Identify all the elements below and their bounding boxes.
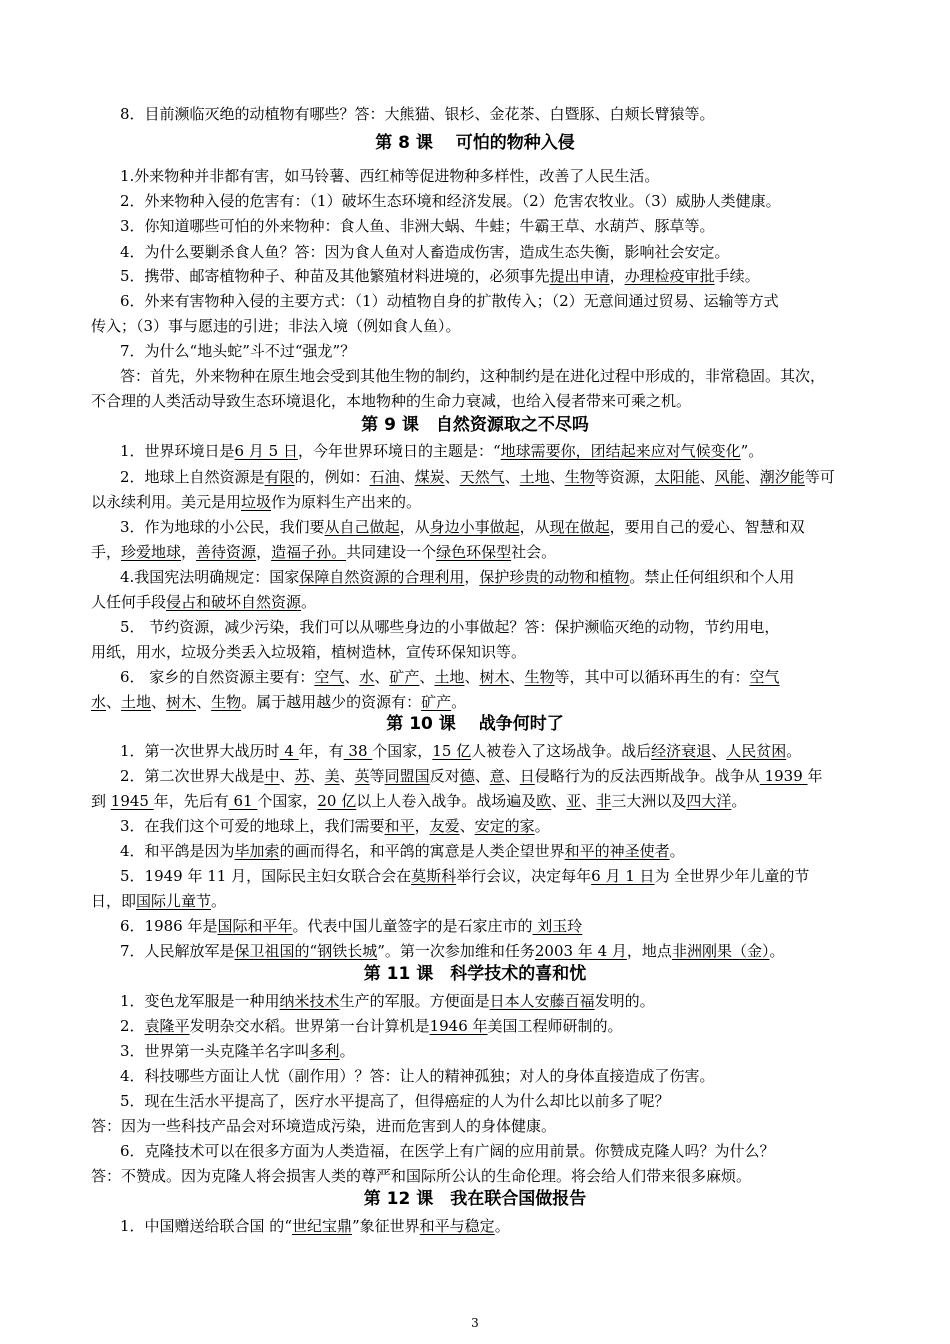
text-segment: ”象征世界 xyxy=(352,1217,420,1235)
text-segment: ”。 xyxy=(740,442,764,460)
text-segment: 1．中国赠送给联合国 的“ xyxy=(120,1217,292,1235)
text-segment: 1．第一次世界大战历时 xyxy=(120,742,280,760)
underlined-answer: 现在做起 xyxy=(549,518,610,536)
underlined-answer: 15 亿 xyxy=(432,742,472,760)
text-segment: 3．作为地球的小公民，我们要 xyxy=(120,518,325,536)
underlined-answer: 潮汐能 xyxy=(759,468,805,486)
text-segment: 的画而得名，和平鸽的寓意是人类企望世界 xyxy=(279,842,565,860)
text-segment: 5．现在生活水平提高了，医疗水平提高了，但得癌症的人为什么却比以前多了呢？ xyxy=(120,1092,670,1110)
text-segment: 作为原料生产出来的。 xyxy=(271,493,422,511)
underlined-answer: 6 月 5 日 xyxy=(234,442,298,460)
underlined-answer: 1946 年 xyxy=(429,1017,488,1035)
underlined-answer: 亚 xyxy=(566,792,582,810)
text-segment: 三大洲以及 xyxy=(611,792,687,810)
text-line xyxy=(120,441,763,461)
text-segment: 手， xyxy=(91,543,122,561)
text-segment: 个国家， xyxy=(372,742,433,760)
text-segment: 、 xyxy=(504,468,520,486)
text-line xyxy=(120,941,784,961)
text-segment: 到 xyxy=(91,792,111,810)
text-segment: 、 xyxy=(344,668,360,686)
underlined-answer: 提出申请 xyxy=(549,267,610,285)
underlined-answer: 38 xyxy=(343,742,373,760)
text-line xyxy=(120,667,780,687)
underlined-answer: 风能 xyxy=(714,468,745,486)
text-segment: 的，例如： xyxy=(294,468,370,486)
text-segment: 以永续利用。美元是用 xyxy=(91,493,242,511)
text-segment: 共同建设一个 xyxy=(346,543,437,561)
text-segment: 4．科技哪些方面让人忧（副作用）？答：让人的精神孤独；对人的身体直接造成了伤害。 xyxy=(120,1067,715,1085)
text-segment: 以上人卷入战争。战场遍及 xyxy=(356,792,537,810)
text-segment: 年，有 xyxy=(298,742,344,760)
underlined-answer: 树木 xyxy=(479,668,510,686)
underlined-answer: 6 月 1 日 xyxy=(591,867,655,885)
text-segment: 4.我国宪法明确规定：国家 xyxy=(120,568,300,586)
text-segment: ，今年世界环境日的主题是：“ xyxy=(297,442,501,460)
text-segment: 2．外来物种入侵的危害有：（1）破坏生态环境和经济发展。（2）危害农牧业。（3）威胁人类健康。 xyxy=(120,192,781,210)
underlined-answer: 办理检疫审批 xyxy=(624,267,715,285)
underlined-answer: 美 xyxy=(324,767,340,785)
text-segment: 、 xyxy=(419,668,435,686)
text-segment: 、 xyxy=(551,792,567,810)
text-segment: 等，其中可以循环再生的有： xyxy=(554,668,750,686)
text-segment: 、 xyxy=(339,767,355,785)
text-segment: 1．世界环境日是 xyxy=(120,442,235,460)
text-segment: 、 xyxy=(309,767,325,785)
text-segment: 为 全世界少年儿童的节 xyxy=(654,867,810,885)
lesson-9-heading: 第 9 课 自然资源取之不尽吗 xyxy=(361,415,589,435)
underlined-answer: 袁隆平 xyxy=(144,1017,190,1035)
underlined-answer: 太阳能 xyxy=(654,468,700,486)
text-segment: 日，即 xyxy=(91,892,137,910)
underlined-answer: 纳米技术 xyxy=(279,992,340,1010)
text-line xyxy=(91,1116,556,1136)
underlined-answer: 善待资源 xyxy=(196,543,257,561)
underlined-answer: 土地 xyxy=(121,693,152,711)
text-segment: 反对 xyxy=(429,767,460,785)
text-segment: 、 xyxy=(549,468,565,486)
underlined-answer: 1939 xyxy=(759,767,808,785)
text-segment: ，地点 xyxy=(626,942,672,960)
text-segment: 1．变色龙军服是一种用 xyxy=(120,992,280,1010)
text-line xyxy=(91,891,226,911)
underlined-answer: 人民贫困 xyxy=(726,742,787,760)
text-segment: 等资源， xyxy=(594,468,655,486)
text-line xyxy=(120,266,760,286)
text-segment: 、 xyxy=(581,792,597,810)
text-segment: ， xyxy=(464,568,480,586)
text-segment: ， xyxy=(256,543,272,561)
text-line xyxy=(120,991,655,1011)
text-line xyxy=(120,741,801,761)
underlined-answer: 安定的家 xyxy=(474,817,535,835)
underlined-answer: 生物 xyxy=(524,668,555,686)
text-segment: 3．在我们这个可爱的地球上，我们需要 xyxy=(120,817,385,835)
text-segment: 6．外来有害物种入侵的主要方式：（1）动植物自身的扩散传入；（2）无意间通过贸易、运输等方式 xyxy=(120,292,779,310)
text-line xyxy=(120,1091,670,1111)
text-segment: 、 xyxy=(711,742,727,760)
underlined-answer: 1945 xyxy=(110,792,154,810)
text-line xyxy=(120,841,685,861)
text-line xyxy=(120,1041,355,1061)
text-segment: 发明杂交水稻。世界第一台计算机是 xyxy=(189,1017,430,1035)
underlined-answer: 空气 xyxy=(314,668,345,686)
underlined-answer: 世纪宝鼎 xyxy=(291,1217,352,1235)
lesson-10-heading: 第 10 课 战争何时了 xyxy=(386,714,564,734)
underlined-answer: 石油 xyxy=(369,468,400,486)
text-segment: 。禁止任何组织和个人用 xyxy=(629,568,795,586)
underlined-answer: 和平与稳定 xyxy=(419,1217,495,1235)
text-segment: 7．为什么“地头蛇”斗不过“强龙”？ xyxy=(120,342,356,360)
underlined-answer: 友爱 xyxy=(429,817,460,835)
text-segment: 8．目前濒临灭绝的动植物有哪些？答：大熊猫、银杉、金花茶、白暨豚、白颊长臂猿等。 xyxy=(120,105,715,123)
underlined-answer: 德 xyxy=(459,767,475,785)
text-segment: 。 xyxy=(786,742,802,760)
underlined-answer: 矿产 xyxy=(389,668,420,686)
text-line xyxy=(120,242,730,262)
underlined-answer: 非 xyxy=(596,792,612,810)
text-segment: 。属于越用越少的资源有： xyxy=(241,693,422,711)
text-segment: 、 xyxy=(444,468,460,486)
text-segment: 。 xyxy=(301,593,317,611)
text-segment: 、 xyxy=(279,767,295,785)
text-segment: 答：不赞成。因为克隆人将会损害人类的尊严和国际所公认的生命伦理。将会给人们带来很多麻烦。 xyxy=(91,1167,752,1185)
underlined-answer: 意 xyxy=(489,767,505,785)
underlined-answer: 日本人安藤百福 xyxy=(489,992,595,1010)
text-segment: 人被卷入了这场战争。战后 xyxy=(471,742,652,760)
text-line xyxy=(120,916,582,936)
underlined-answer: 保护珍贵的动物和植物 xyxy=(479,568,630,586)
underlined-answer: 地球需要你，团结起来应对气候变化 xyxy=(500,442,741,460)
text-segment: 5． 节约资源，减少污染，我们可以从哪些身边的小事做起？答：保护濒临灭绝的动物，节约用电， xyxy=(120,618,780,636)
text-segment: 2． xyxy=(120,1017,145,1035)
text-segment: 、 xyxy=(464,668,480,686)
underlined-answer: 垃圾 xyxy=(241,493,272,511)
underlined-answer: 多利 xyxy=(309,1042,340,1060)
text-segment: ，从 xyxy=(399,518,430,536)
underlined-answer: 同盟国 xyxy=(384,767,430,785)
text-segment: 等可 xyxy=(804,468,835,486)
text-segment: 5．携带、邮寄植物种子、种苗及其他繁殖材料进境的，必须事先 xyxy=(120,267,550,285)
text-segment: 用纸，用水，垃圾分类丢入垃圾箱，植树造林，宣传环保知识等。 xyxy=(91,643,527,661)
underlined-answer: 空气 xyxy=(749,668,780,686)
text-segment: 5．1949 年 11 月，国际民主妇女联合会在 xyxy=(120,867,412,885)
underlined-answer: 国际儿童节 xyxy=(136,892,212,910)
underlined-answer: 生物 xyxy=(564,468,595,486)
text-segment: 3．你知道哪些可怕的外来物种：食人鱼、非洲大蜗、牛蛙；牛霸王草、水葫芦、豚草等。 xyxy=(120,217,715,235)
underlined-answer: 矿产 xyxy=(421,693,452,711)
text-segment: ”。第一次参加维和任务 xyxy=(377,942,535,960)
lesson-12-heading: 第 12 课 我在联合国做报告 xyxy=(363,1189,587,1209)
text-line xyxy=(120,816,550,836)
underlined-answer: 经济衰退 xyxy=(651,742,712,760)
lesson-8-heading: 第 8 课 可怕的物种入侵 xyxy=(375,133,575,153)
text-segment: ，从 xyxy=(519,518,550,536)
text-segment: 2．地球上自然资源是 xyxy=(120,468,265,486)
underlined-answer: 树木 xyxy=(166,693,197,711)
underlined-answer: 和平 xyxy=(384,817,415,835)
text-segment: ，要用自己的爱心、智慧和双 xyxy=(609,518,805,536)
underlined-answer: 煤炭 xyxy=(414,468,445,486)
underlined-answer: 国际和平年 xyxy=(217,917,293,935)
text-segment: 美国工程师研制的。 xyxy=(487,1017,623,1035)
text-line xyxy=(120,366,825,386)
text-line xyxy=(120,341,355,361)
text-line xyxy=(120,866,809,886)
underlined-answer: 莫斯科 xyxy=(411,867,457,885)
text-segment: 答：因为一些科技产品会对环境造成污染，进而危害到人的身体健康。 xyxy=(91,1117,557,1135)
text-line xyxy=(120,617,779,637)
text-segment: 6． 家乡的自然资源主要有： xyxy=(120,668,315,686)
text-segment: 。 xyxy=(211,892,227,910)
text-segment: 举行会议，决定每年 xyxy=(456,867,592,885)
underlined-answer: 保障自然资源的合理利用 xyxy=(299,568,465,586)
text-line xyxy=(120,291,779,311)
underlined-answer: 有限 xyxy=(264,468,295,486)
underlined-answer: 苏 xyxy=(294,767,310,785)
underlined-answer: 生物 xyxy=(211,693,242,711)
underlined-answer: 英 xyxy=(354,767,370,785)
text-line xyxy=(120,104,715,124)
underlined-answer: 绿色环保型 xyxy=(436,543,512,561)
underlined-answer: 水 xyxy=(91,693,107,711)
text-segment: 、 xyxy=(399,468,415,486)
text-segment: 。 xyxy=(731,792,747,810)
text-segment: 、 xyxy=(106,693,122,711)
text-line xyxy=(91,642,526,662)
text-segment: 等 xyxy=(369,767,385,785)
underlined-answer: 侵占和破坏自然资源 xyxy=(166,593,302,611)
underlined-answer: 土地 xyxy=(519,468,550,486)
lesson-11-heading: 第 11 课 科学技术的喜和忧 xyxy=(363,964,587,984)
underlined-answer: 刘玉玲 xyxy=(532,917,583,935)
text-line xyxy=(120,191,781,211)
underlined-answer: 保卫祖国的“钢铁长城 xyxy=(234,942,378,960)
underlined-answer: 土地 xyxy=(434,668,465,686)
text-segment: 3．世界第一头克隆羊名字叫 xyxy=(120,1042,310,1060)
underlined-answer: 天然气 xyxy=(459,468,505,486)
underlined-answer: 珍爱地球 xyxy=(121,543,182,561)
text-segment: 7．人民解放军是 xyxy=(120,942,235,960)
text-segment: 。代表中国儿童签字的是石家庄市的 xyxy=(292,917,533,935)
page-number: 3 xyxy=(471,1316,479,1330)
underlined-answer: 水 xyxy=(359,668,375,686)
text-segment: 传入；（3）事与愿违的引进；非法入境（例如食人鱼）。 xyxy=(91,317,461,335)
text-segment: 。 xyxy=(769,942,785,960)
text-segment: 4．和平鸽是因为 xyxy=(120,842,235,860)
text-segment: 。 xyxy=(451,693,467,711)
text-segment: 、 xyxy=(151,693,167,711)
text-segment: 、 xyxy=(509,668,525,686)
underlined-answer: 四大洋 xyxy=(686,792,732,810)
text-segment: 、 xyxy=(374,668,390,686)
text-segment: 发明的。 xyxy=(594,992,655,1010)
text-line xyxy=(120,567,794,587)
text-segment: 6．1986 年是 xyxy=(120,917,218,935)
text-line xyxy=(120,766,823,786)
text-line xyxy=(91,316,461,336)
text-segment: 2．第二次世界大战是 xyxy=(120,767,265,785)
text-line xyxy=(91,791,746,811)
text-segment: 4．为什么要剿杀食人鱼？答：因为食人鱼对人畜造成伤害，造成生态失衡，影响社会安定。 xyxy=(120,243,730,261)
text-segment: 、 xyxy=(459,817,475,835)
text-line xyxy=(91,391,691,411)
text-segment: 。 xyxy=(534,817,550,835)
underlined-answer: 日 xyxy=(519,767,535,785)
text-segment: 社会。 xyxy=(511,543,557,561)
text-segment: 。 xyxy=(669,842,685,860)
text-segment: 不合理的人类活动导致生态环境退化，本地物种的生命力衰减，也给入侵者带来可乘之机。 xyxy=(91,392,692,410)
text-segment: 、 xyxy=(504,767,520,785)
text-segment: 生产的军服。方便面是 xyxy=(339,992,490,1010)
text-line xyxy=(91,1166,751,1186)
text-line xyxy=(91,592,316,612)
text-line xyxy=(120,1066,715,1086)
text-segment: 6．克隆技术可以在很多方面为人类造福，在医学上有广阔的应用前景。你赞成克隆人吗？为什么？ xyxy=(120,1142,775,1160)
text-segment: 人任何手段 xyxy=(91,593,167,611)
text-segment: ， xyxy=(609,267,625,285)
text-segment: 。 xyxy=(339,1042,355,1060)
text-line xyxy=(120,166,659,186)
text-line xyxy=(91,492,421,512)
text-line xyxy=(120,467,835,487)
text-line xyxy=(120,1016,623,1036)
text-segment: 手续。 xyxy=(714,267,760,285)
text-segment: 。 xyxy=(494,1217,510,1235)
text-segment: 答：首先，外来物种在原生地会受到其他生物的制约，这种制约是在进化过程中形成的，非常稳固。其次， xyxy=(120,367,826,385)
text-segment: 个国家， xyxy=(257,792,318,810)
text-segment: ， xyxy=(414,817,430,835)
text-line xyxy=(91,542,556,562)
underlined-answer: 61 xyxy=(228,792,258,810)
underlined-answer: 20 亿 xyxy=(317,792,357,810)
text-segment: 、 xyxy=(196,693,212,711)
text-line xyxy=(120,216,715,236)
text-line xyxy=(120,1141,775,1161)
underlined-answer: 毕加索 xyxy=(234,842,280,860)
underlined-answer: 中 xyxy=(264,767,280,785)
underlined-answer: 造福子孙。 xyxy=(271,543,347,561)
text-segment: 1.外来物种并非都有害，如马铃薯、西红柿等促进物种多样性，改善了人民生活。 xyxy=(120,167,660,185)
underlined-answer: 4 xyxy=(279,742,299,760)
text-segment: ， xyxy=(181,543,197,561)
text-segment: 、 xyxy=(474,767,490,785)
text-segment: 、 xyxy=(744,468,760,486)
text-segment: 、 xyxy=(699,468,715,486)
text-line xyxy=(120,517,805,537)
underlined-answer: 从自己做起 xyxy=(324,518,400,536)
text-line xyxy=(91,692,466,712)
text-segment: 侵略行为的反法西斯战争。战争从 xyxy=(534,767,760,785)
text-line xyxy=(120,1216,510,1236)
underlined-answer: 非洲刚果（金） xyxy=(671,942,770,960)
text-segment: 年，先后有 xyxy=(153,792,229,810)
text-segment: 年 xyxy=(807,767,823,785)
underlined-answer: 身边小事做起 xyxy=(429,518,520,536)
underlined-answer: 和平的神圣使者 xyxy=(564,842,670,860)
underlined-answer: 欧 xyxy=(536,792,552,810)
underlined-answer: 2003 年 4 月 xyxy=(534,942,627,960)
